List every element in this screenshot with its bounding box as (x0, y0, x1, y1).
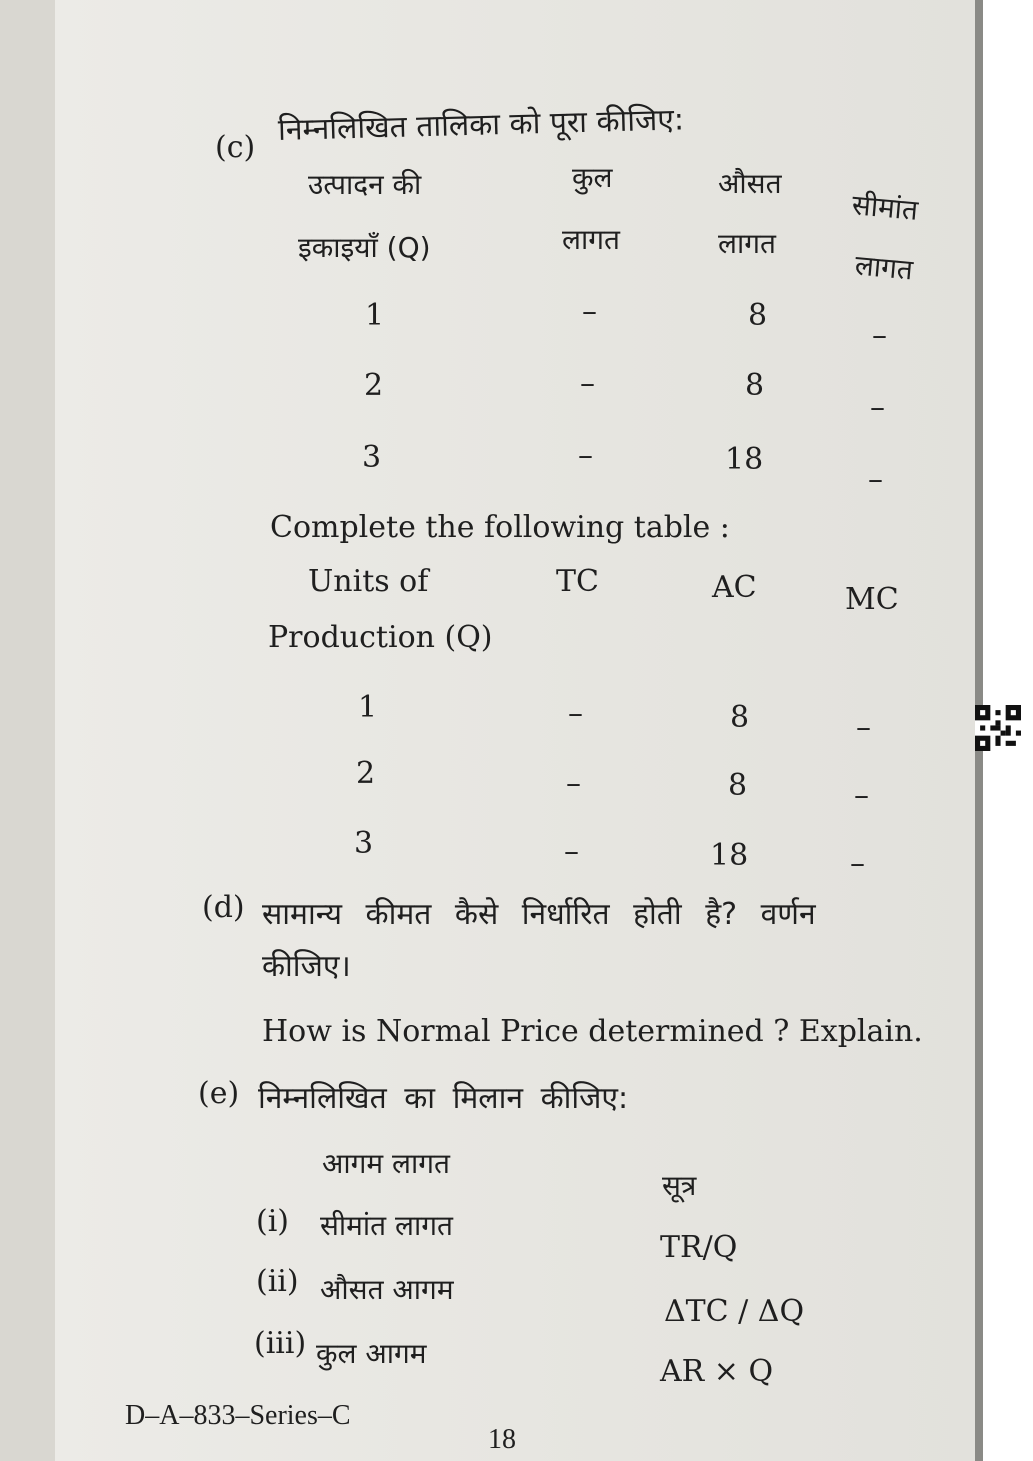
hindi-header-tc-line2: लागत (562, 223, 620, 256)
hindi-header-ac-line1: औसत (718, 167, 782, 200)
hindi-header-ac-line2: लागत (718, 227, 776, 260)
match-right-header: सूत्र (662, 1169, 697, 1202)
match-left-header: आगम लागत (322, 1147, 450, 1180)
match-item-formula: AR × Q (660, 1354, 774, 1389)
english-row-q: 2 (356, 756, 376, 791)
hindi-header-tc-line1: कुल (572, 161, 613, 194)
hindi-row-ac: 18 (725, 442, 764, 477)
english-row-q: 1 (358, 690, 378, 725)
match-item-term: सीमांत लागत (320, 1209, 453, 1242)
english-header-tc: TC (556, 564, 599, 599)
qr-code-icon (975, 705, 1021, 751)
hindi-row-q: 3 (362, 440, 382, 475)
english-header-ac: AC (712, 570, 757, 605)
match-item-formula: ΔTC / ΔQ (664, 1294, 805, 1329)
match-item-term: कुल आगम (316, 1337, 427, 1370)
hindi-row-mc: – (872, 318, 887, 353)
english-row-q: 3 (354, 826, 374, 861)
english-header-mc: MC (845, 582, 899, 617)
part-e-label: (e) (198, 1076, 240, 1111)
english-row-ac: 8 (728, 768, 748, 803)
english-row-tc: – (566, 766, 581, 801)
english-row-tc: – (568, 696, 583, 731)
english-row-mc: – (856, 710, 871, 745)
hindi-row-mc: – (868, 462, 883, 497)
english-row-ac: 8 (730, 700, 750, 735)
english-row-tc: – (564, 834, 579, 869)
hindi-row-mc: – (870, 390, 885, 425)
hindi-header-mc-line2: लागत (853, 248, 915, 287)
english-header-q-line1: Units of (308, 564, 429, 599)
english-row-mc: – (854, 778, 869, 813)
match-item-number: (i) (256, 1204, 290, 1239)
paper-code: D–A–833–Series–C (125, 1400, 351, 1431)
hindi-row-q: 1 (365, 298, 385, 333)
part-c-hindi-instruction: निम्नलिखित तालिका को पूरा कीजिए: (277, 102, 685, 148)
english-header-q-line2: Production (Q) (268, 620, 493, 655)
part-e-hindi-instruction: निम्नलिखित का मिलान कीजिए: (258, 1081, 629, 1116)
english-row-mc: – (850, 846, 865, 881)
match-item-formula: TR/Q (660, 1230, 738, 1265)
hindi-row-ac: 8 (748, 298, 768, 333)
hindi-row-tc: – (582, 294, 597, 329)
hindi-row-tc: – (580, 366, 595, 401)
hindi-row-q: 2 (364, 368, 384, 403)
hindi-header-q-line2: इकाइयाँ (Q) (298, 231, 431, 264)
part-d-hindi-line2: कीजिए। (262, 949, 351, 984)
match-item-number: (iii) (254, 1326, 307, 1361)
part-d-hindi-line1: सामान्य कीमत कैसे निर्धारित होती है? वर्णन (262, 897, 816, 932)
part-c-english-instruction: Complete the following table : (270, 510, 730, 545)
page-number: 18 (488, 1424, 516, 1455)
match-item-number: (ii) (256, 1264, 299, 1299)
hindi-row-tc: – (578, 438, 593, 473)
part-d-english: How is Normal Price determined ? Explain. (262, 1014, 923, 1049)
hindi-header-q-line1: उत्पादन की (308, 168, 422, 201)
paper-page (55, 0, 975, 1461)
hindi-row-ac: 8 (745, 368, 765, 403)
part-d-label: (d) (202, 890, 245, 925)
hindi-header-mc-line1: सीमांत (850, 188, 920, 227)
english-row-ac: 18 (710, 838, 749, 873)
part-c-label: (c) (215, 130, 256, 165)
match-item-term: औसत आगम (320, 1273, 454, 1306)
